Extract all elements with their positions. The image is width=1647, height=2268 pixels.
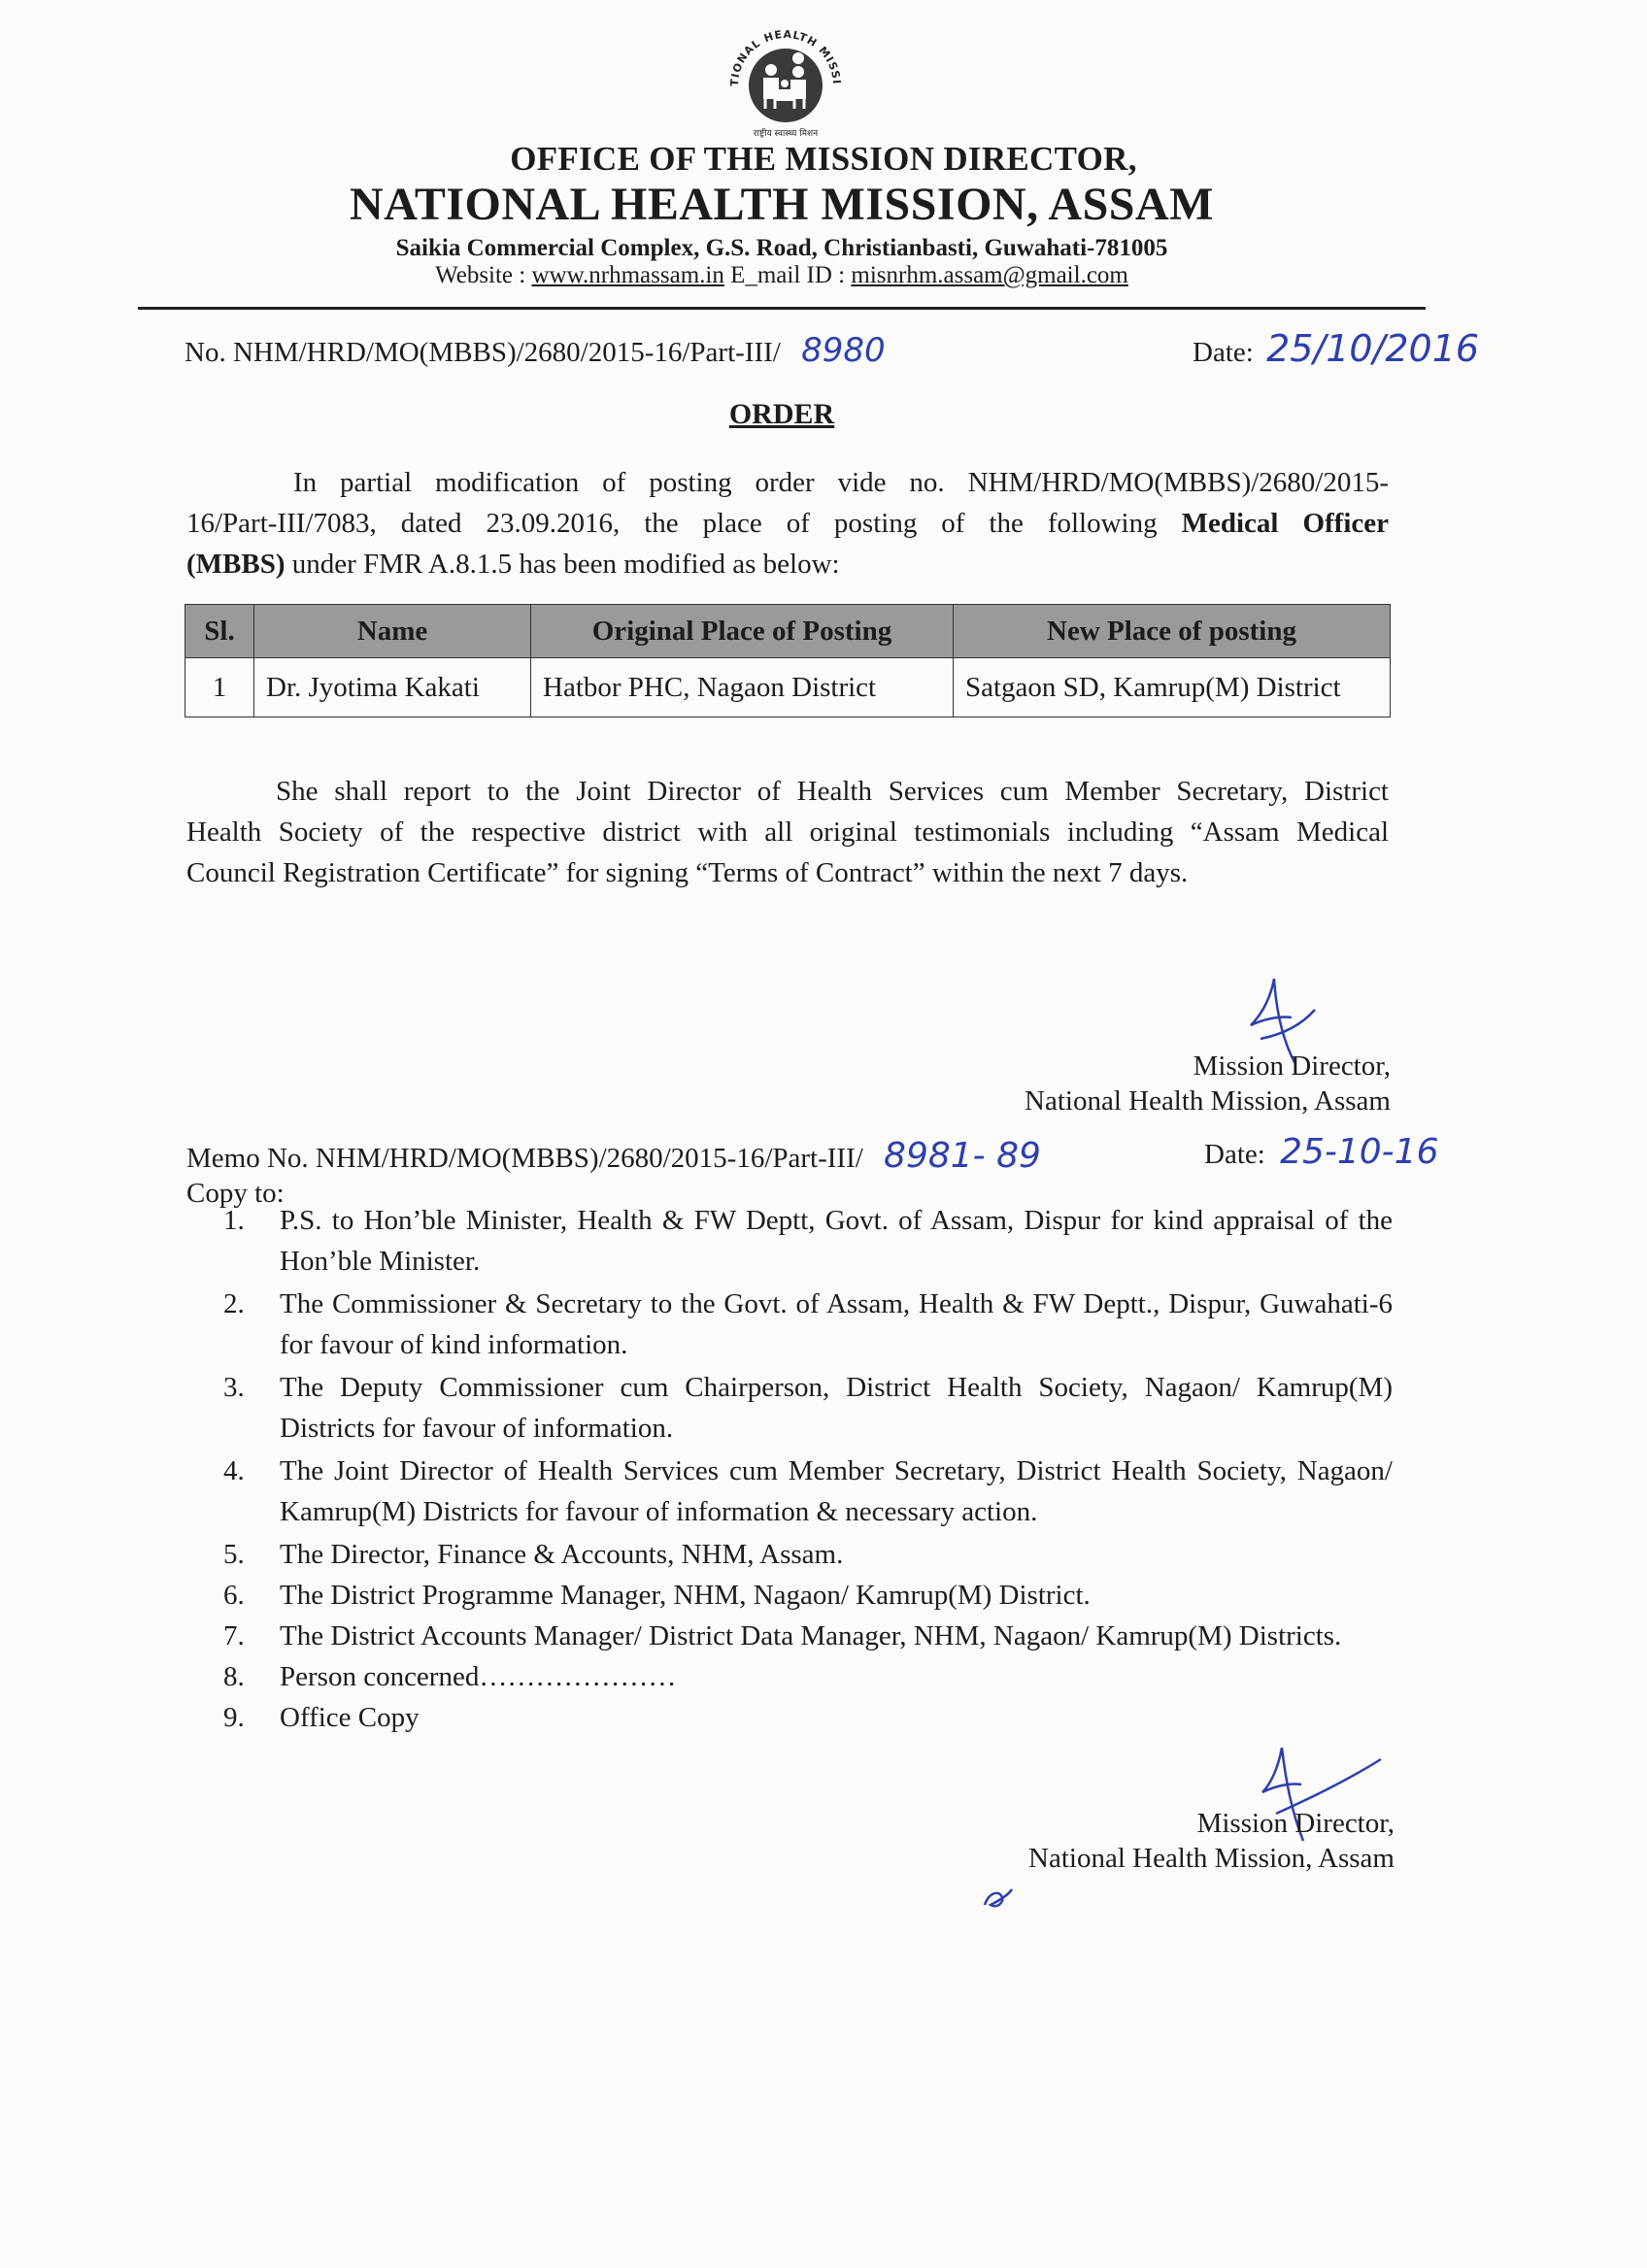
- table-cell-sl: 1: [185, 658, 254, 717]
- list-item-text: The District Accounts Manager/ District Data Manager, NHM, Nagaon/ Kamrup(M) Districts.: [280, 1620, 1342, 1651]
- list-item: [223, 1697, 1393, 1738]
- table-cell-name: Dr. Jyotima Kakati: [254, 658, 531, 717]
- intro-line-3-bold: (MBBS): [186, 549, 286, 580]
- list-item: [223, 1575, 1393, 1616]
- report-line-2: Health Society of the respective district with all original testimonials including “Assam Medical: [186, 817, 1389, 848]
- memo-number-label: Memo No. NHM/HRD/MO(MBBS)/2680/2015-16/Part-III/: [186, 1143, 863, 1174]
- intro-line-2: [186, 503, 1389, 544]
- table-header-sl: Sl.: [185, 605, 254, 658]
- list-item-number: 4.: [223, 1455, 245, 1486]
- list-item: [223, 1200, 1393, 1282]
- list-item: [223, 1451, 1393, 1532]
- copy-to-label: Copy to:: [186, 1178, 285, 1209]
- table-cell-new: Satgaon SD, Kamrup(M) District: [954, 658, 1391, 717]
- order-date-handwritten: 25/10/2016: [1266, 327, 1480, 370]
- list-item: [223, 1367, 1393, 1449]
- intro-line-1: In partial modification of posting order vide no. NHM/HRD/MO(MBBS)/2680/2015-: [293, 467, 1389, 498]
- signature-2-org: National Health Mission, Assam: [1028, 1843, 1395, 1874]
- report-paragraph: [186, 771, 1389, 893]
- order-date-label: Date:: [1193, 337, 1254, 368]
- report-line-3: Council Registration Certificate” for signing “Terms of Contract” within the next 7 days.: [186, 857, 1189, 888]
- email-label: E_mail ID :: [723, 262, 852, 288]
- list-item-text: P.S. to Hon’ble Minister, Health & FW Deptt, Govt. of Assam, Dispur for kind appraisal of the Hon’ble Minister.: [280, 1205, 1393, 1277]
- intro-line-3-text: under FMR A.8.1.5 has been modified as below:: [285, 549, 840, 580]
- website-label: Website :: [435, 262, 532, 288]
- intro-line-2-bold: Medical Officer: [1181, 508, 1389, 539]
- signature-2-title: Mission Director,: [1196, 1808, 1395, 1839]
- logo-bottom-text: राष्ट्रीय स्वास्थ्य मिशन: [753, 129, 819, 139]
- list-item: [223, 1616, 1393, 1656]
- list-item: [223, 1656, 1393, 1697]
- memo-number: [186, 1136, 1041, 1179]
- order-title: ORDER: [728, 398, 835, 430]
- list-item-text: Person concerned…………………: [280, 1661, 677, 1692]
- table-header-new: New Place of posting: [954, 605, 1391, 658]
- copy-list: [223, 1200, 1393, 1738]
- intro-line-3: [186, 544, 1389, 584]
- list-item-text: The Joint Director of Health Services cum Member Secretary, District Health Society, Nagaon/ Kamrup(M) Districts for favour of information & necessary action.: [280, 1455, 1393, 1527]
- list-item-number: 7.: [223, 1620, 245, 1651]
- email-link[interactable]: misnrhm.assam@gmail.com: [851, 262, 1128, 288]
- list-item-number: 1.: [223, 1205, 245, 1236]
- signature-1-org: National Health Mission, Assam: [1025, 1085, 1391, 1117]
- list-item: [223, 1284, 1393, 1365]
- website-link[interactable]: www.nrhmassam.in: [531, 262, 724, 288]
- list-item-number: 9.: [223, 1702, 245, 1733]
- list-item-text: The District Programme Manager, NHM, Nagaon/ Kamrup(M) District.: [280, 1580, 1091, 1611]
- table-cell-original: Hatbor PHC, Nagaon District: [531, 658, 954, 717]
- list-item-number: 8.: [223, 1661, 245, 1692]
- office-address: Saikia Commercial Complex, G.S. Road, Christianbasti, Guwahati-781005: [395, 235, 1168, 261]
- list-item-number: 6.: [223, 1580, 245, 1611]
- initial-mark: [979, 1884, 1018, 1913]
- list-item-text: The Director, Finance & Accounts, NHM, Assam.: [280, 1539, 844, 1570]
- table-header-original: Original Place of Posting: [531, 605, 954, 658]
- list-item: [223, 1534, 1393, 1575]
- order-number-label: No. NHM/HRD/MO(MBBS)/2680/2015-16/Part-III/: [185, 337, 781, 368]
- memo-number-handwritten: 8981- 89: [884, 1136, 1041, 1176]
- posting-table: [185, 604, 1391, 717]
- logo-arc-text: TIONAL HEALTH MISSI: [727, 27, 844, 87]
- signature-1-title: Mission Director,: [1193, 1051, 1391, 1082]
- order-number: [185, 330, 886, 373]
- list-item-text: The Commissioner & Secretary to the Govt. of Assam, Health & FW Deptt., Dispur, Guwahati-6 for favour of kind information.: [280, 1288, 1393, 1360]
- report-line-1: She shall report to the Joint Director of Health Services cum Member Secretary, District: [276, 776, 1389, 807]
- intro-line-2-text: 16/Part-III/7083, dated 23.09.2016, the place of posting of the following: [186, 508, 1158, 539]
- nhm-logo: [721, 21, 851, 140]
- list-item-text: Office Copy: [280, 1702, 420, 1733]
- order-number-handwritten: 8980: [801, 331, 886, 370]
- office-title: OFFICE OF THE MISSION DIRECTOR,: [510, 140, 1137, 178]
- table-header-name: Name: [254, 605, 531, 658]
- list-item-text: The Deputy Commissioner cum Chairperson, District Health Society, Nagaon/ Kamrup(M) Districts for favour of information.: [280, 1372, 1393, 1444]
- signature-block-2: [874, 1806, 1395, 1876]
- list-item-number: 2.: [223, 1288, 245, 1319]
- list-item-number: 3.: [223, 1372, 245, 1403]
- signature-block-1: [874, 1049, 1391, 1118]
- header-divider: [138, 307, 1426, 310]
- contact-line: [0, 262, 1563, 289]
- organization-name: NATIONAL HEALTH MISSION, ASSAM: [350, 179, 1214, 230]
- list-item-number: 5.: [223, 1539, 245, 1570]
- memo-date: [1204, 1132, 1438, 1175]
- order-date: [1193, 328, 1479, 373]
- table-row: [185, 658, 1391, 717]
- table-header-row: [185, 605, 1391, 658]
- intro-paragraph: [186, 462, 1389, 584]
- memo-date-handwritten: 25-10-16: [1280, 1132, 1439, 1172]
- memo-date-label: Date:: [1204, 1139, 1265, 1170]
